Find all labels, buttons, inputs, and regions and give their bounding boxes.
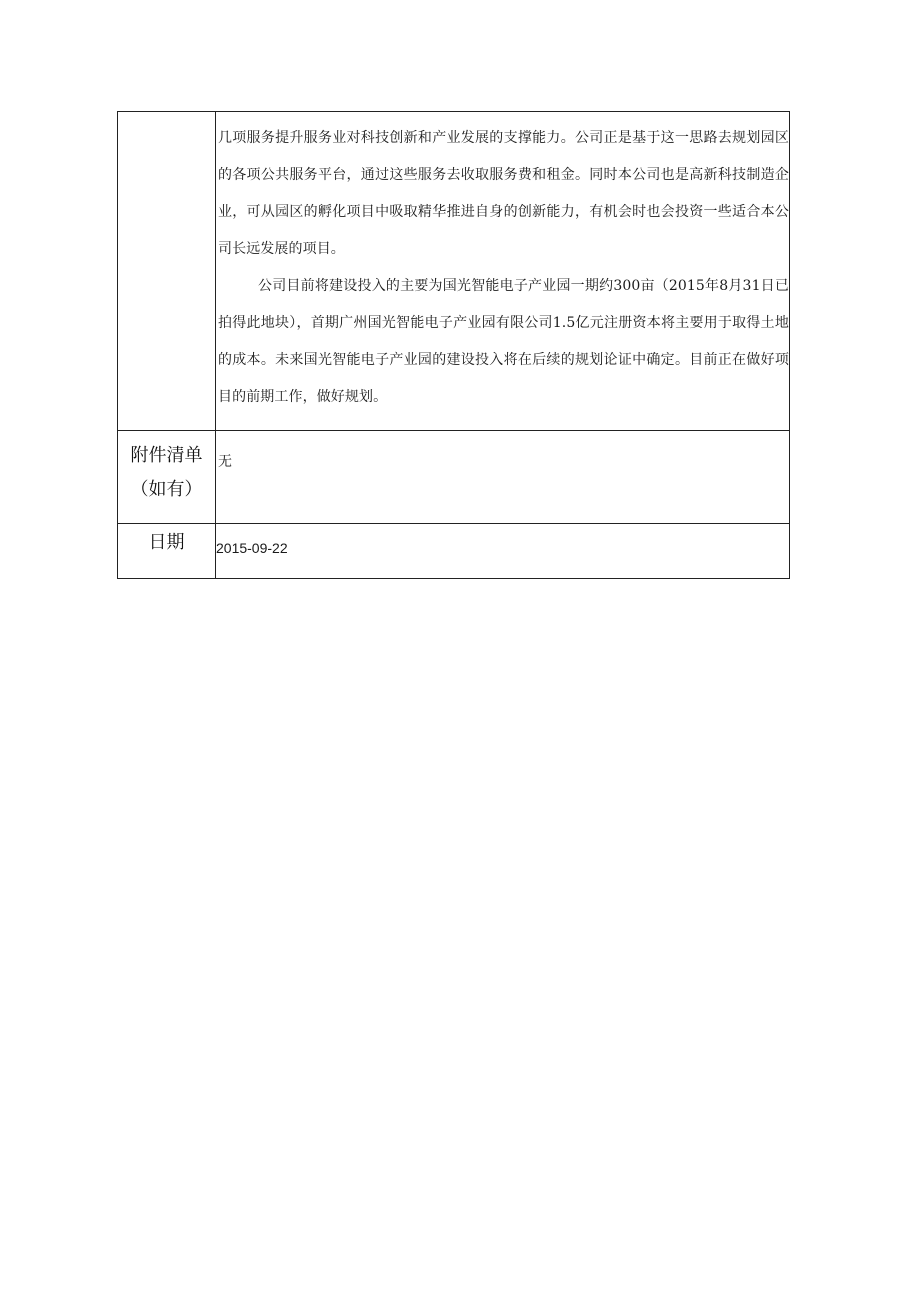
attachments-label-cell <box>118 431 216 524</box>
document-table <box>117 111 790 579</box>
date-label: 日期 <box>118 524 216 579</box>
content-text <box>216 112 789 430</box>
date-row <box>118 524 790 579</box>
content-row <box>118 112 790 431</box>
attachments-row <box>118 431 790 524</box>
paragraph-2: 公司目前将建设投入的主要为国光智能电子产业园一期约300亩（2015年8月31日已拍得此地块），首期广州国光智能电子产业园有限公司1.5亿元注册资本将主要用于取得土地的成本。未来国光智能电子产业园的建设投入将在后续的规划论证中确定。目前正在做好项目的前期工作，做好规划。 <box>218 278 789 405</box>
attachments-label-line1: 附件清单 <box>130 445 203 465</box>
paragraph-1: 几项服务提升服务业对科技创新和产业发展的支撑能力。公司正是基于这一思路去规划园区的各项公共服务平台，通过这些服务去收取服务费和租金。同时本公司也是高新科技制造企业，可从园区的孵化项目中吸取精华推进自身的创新能力，有机会时也会投资一些适合本公司长远发展的项目。 <box>218 130 789 257</box>
content-label-cell <box>118 112 216 431</box>
attachments-label-line2: （如有） <box>130 479 203 499</box>
attachments-value: 无 <box>216 431 790 524</box>
date-value: 2015-09-22 <box>216 524 790 579</box>
content-cell <box>216 112 790 431</box>
